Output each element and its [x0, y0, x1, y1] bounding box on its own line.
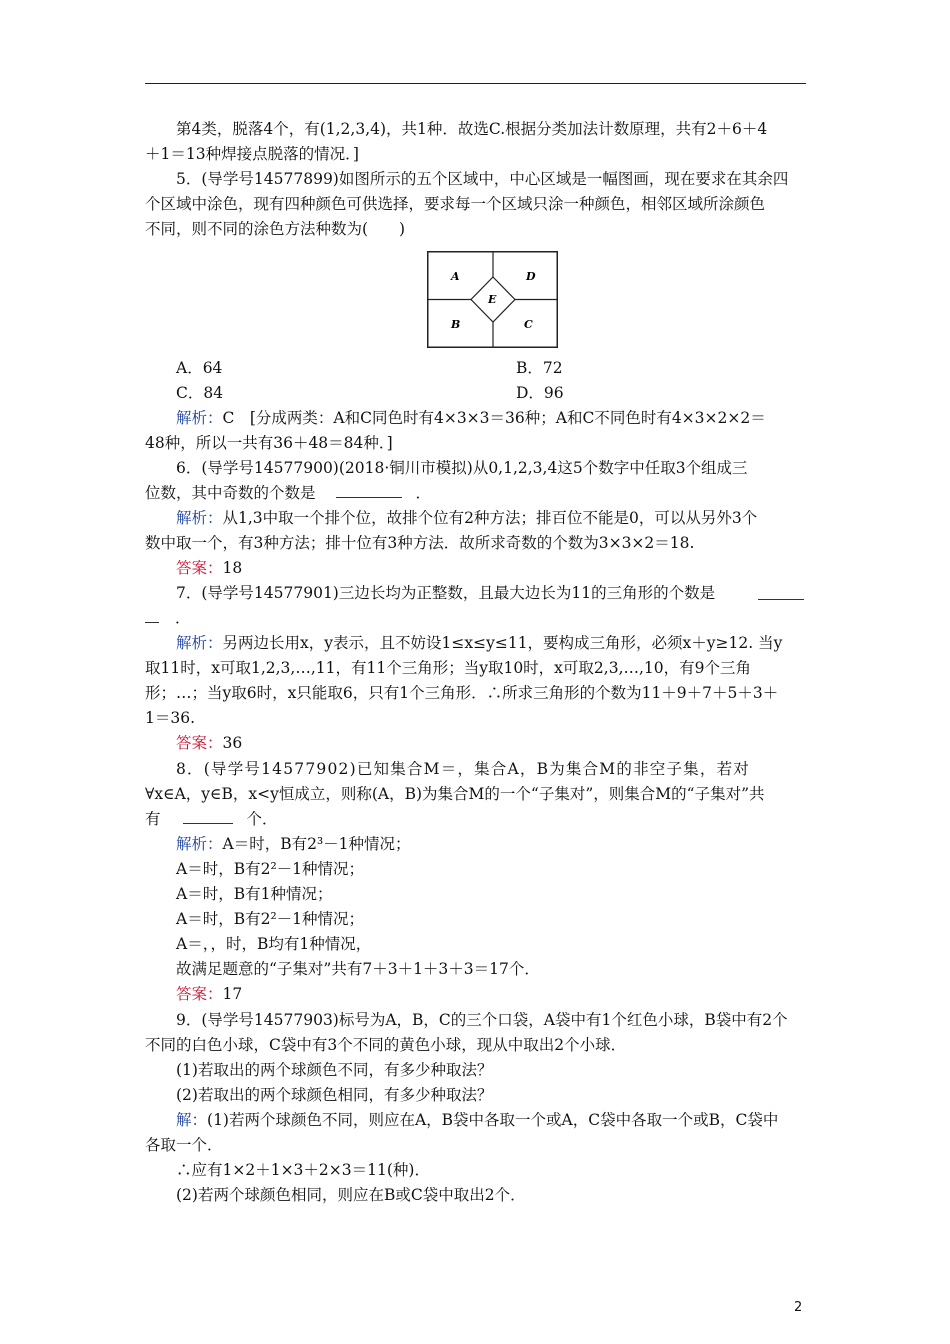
solution-9-line: 解：(1)若两个球颜色不同，则应在A，B袋中各取一个或A，C袋中各取一个或B，C袋中	[176, 1111, 779, 1129]
analysis-7-line: 1＝36.	[145, 709, 196, 727]
region-label-d: D	[526, 270, 536, 283]
region-label-e: E	[488, 293, 497, 306]
option-a: A．64	[176, 359, 223, 377]
answer-label: 答案：	[176, 734, 223, 752]
analysis-label: 解析：	[176, 509, 223, 527]
solution-9-line: ∴应有1×2＋1×3＋2×3＝11(种)．	[176, 1161, 430, 1179]
option-d: D．96	[516, 384, 564, 402]
analysis-6-line: 数中取一个，有3种方法；排十位有3种方法．故所求奇数的个数为3×3×2＝18.	[145, 534, 695, 552]
analysis-7-line: 取11时，x可取1,2,3,…,11，有11个三角形；当y取10时，x可取2,3,…,10，有9个三角	[145, 659, 752, 677]
text-line: ＋1＝13种焊接点脱落的情况．]	[145, 145, 359, 163]
question-8-line: 8．(导学号14577902)已知集合M＝，集合A，B为集合M的非空子集，若对	[176, 760, 750, 778]
answer-value: 18	[222, 559, 243, 577]
analysis-8-line: A＝时，B有2²－1种情况；	[176, 910, 365, 928]
region-label-a: A	[451, 270, 460, 283]
analysis-label: 解析：	[176, 409, 223, 427]
question-9-line: 9．(导学号14577903)标号为A，B，C的三个口袋，A袋中有1个红色小球，B袋中有2个	[176, 1011, 788, 1029]
analysis-8-line: A＝时，B有2²－1种情况；	[176, 860, 365, 878]
analysis-label: 解析：	[176, 634, 223, 652]
analysis-8-line: 故满足题意的“子集对”共有7＋3＋1＋3＋3＝17个．	[176, 960, 540, 978]
question-5-line: 不同，则不同的涂色方法种数为( )	[145, 220, 406, 238]
text-line: 第4类，脱落4个，有(1,2,3,4)，共1种．故选C.根据分类加法计数原理，共有2＋6＋4	[176, 120, 768, 138]
question-9-line: 不同的白色小球，C袋中有3个不同的黄色小球，现从中取出2个小球．	[145, 1036, 627, 1054]
answer-blank	[336, 483, 402, 498]
question-8-line: 有 个．	[145, 810, 278, 828]
answer-value: 17	[222, 985, 243, 1003]
analysis-5-line: 48种，所以一共有36＋48＝84种．]	[145, 434, 393, 452]
answer-label: 答案：	[176, 559, 223, 577]
answer-value: 36	[222, 734, 243, 752]
region-label-b: B	[451, 318, 461, 331]
question-5-line: 个区域中涂色，现有四种颜色可供选择，要求每一个区域只涂一种颜色，相邻区域所涂颜色	[145, 195, 766, 213]
solution-9-line: 各取一个．	[145, 1136, 223, 1154]
question-8-line: ∀x∈A，y∈B，x<y恒成立，则称(A，B)为集合M的一个“子集对”，则集合M的“子集对”共	[145, 785, 765, 803]
page-number: 2	[794, 1300, 803, 1315]
answer-6-line	[176, 556, 807, 580]
question-6-line: 6．(导学号14577900)(2018·铜川市模拟)从0,1,2,3,4这5个数字中任取3个组成三	[176, 459, 748, 477]
answer-blank	[758, 585, 804, 600]
analysis-label: 解析：	[176, 835, 223, 853]
answer-blank	[145, 608, 159, 623]
option-c: C．84	[176, 384, 224, 402]
solution-9-line: (2)若两个球颜色相同，则应在B或C袋中取出2个．	[176, 1186, 526, 1204]
question-5-line: 5．(导学号14577899)如图所示的五个区域中，中心区域是一幅图画，现在要求在其余四	[176, 170, 789, 188]
analysis-7-line: 解析：另两边长用x，y表示，且不妨设1≤x≤y≤11，要构成三角形，必须x＋y≥12. 当y	[176, 634, 783, 652]
question-6-line: 位数，其中奇数的个数是 ．	[145, 484, 432, 502]
header-rule	[145, 83, 806, 84]
analysis-8-line: 解析：A＝时，B有2³－1种情况；	[176, 835, 411, 853]
analysis-7-line: 形；…；当y取6时，x只能取6，只有1个三角形．∴所求三角形的个数为11＋9＋7＋5＋3＋	[145, 684, 779, 702]
solution-label: 解：	[176, 1111, 208, 1129]
analysis-5-line: 解析：C [分成两类：A和C同色时有4×3×3＝36种；A和C不同色时有4×3×2×2＝	[176, 409, 766, 427]
answer-label: 答案：	[176, 985, 223, 1003]
answer-blank	[183, 809, 233, 824]
analysis-8-line: A＝时，B有1种情况；	[176, 885, 333, 903]
analysis-8-line: A＝，，时，B均有1种情况，	[176, 935, 372, 953]
question-9-line: (1)若取出的两个球颜色不同，有多少种取法？	[176, 1061, 493, 1079]
answer-8-line	[176, 982, 807, 1006]
question-7-line: ．	[145, 606, 807, 630]
question-7-line: 7．(导学号14577901)三边长均为正整数，且最大边长为11的三角形的个数是	[176, 581, 807, 605]
analysis-6-line: 解析：从1,3中取一个排个位，故排个位有2种方法；排百位不能是0，可以从另外3个	[176, 509, 758, 527]
option-b: B．72	[516, 359, 563, 377]
five-region-diagram	[427, 251, 558, 348]
answer-7-line	[176, 731, 807, 755]
region-label-c: C	[524, 318, 533, 331]
question-9-line: (2)若取出的两个球颜色相同，有多少种取法？	[176, 1086, 493, 1104]
